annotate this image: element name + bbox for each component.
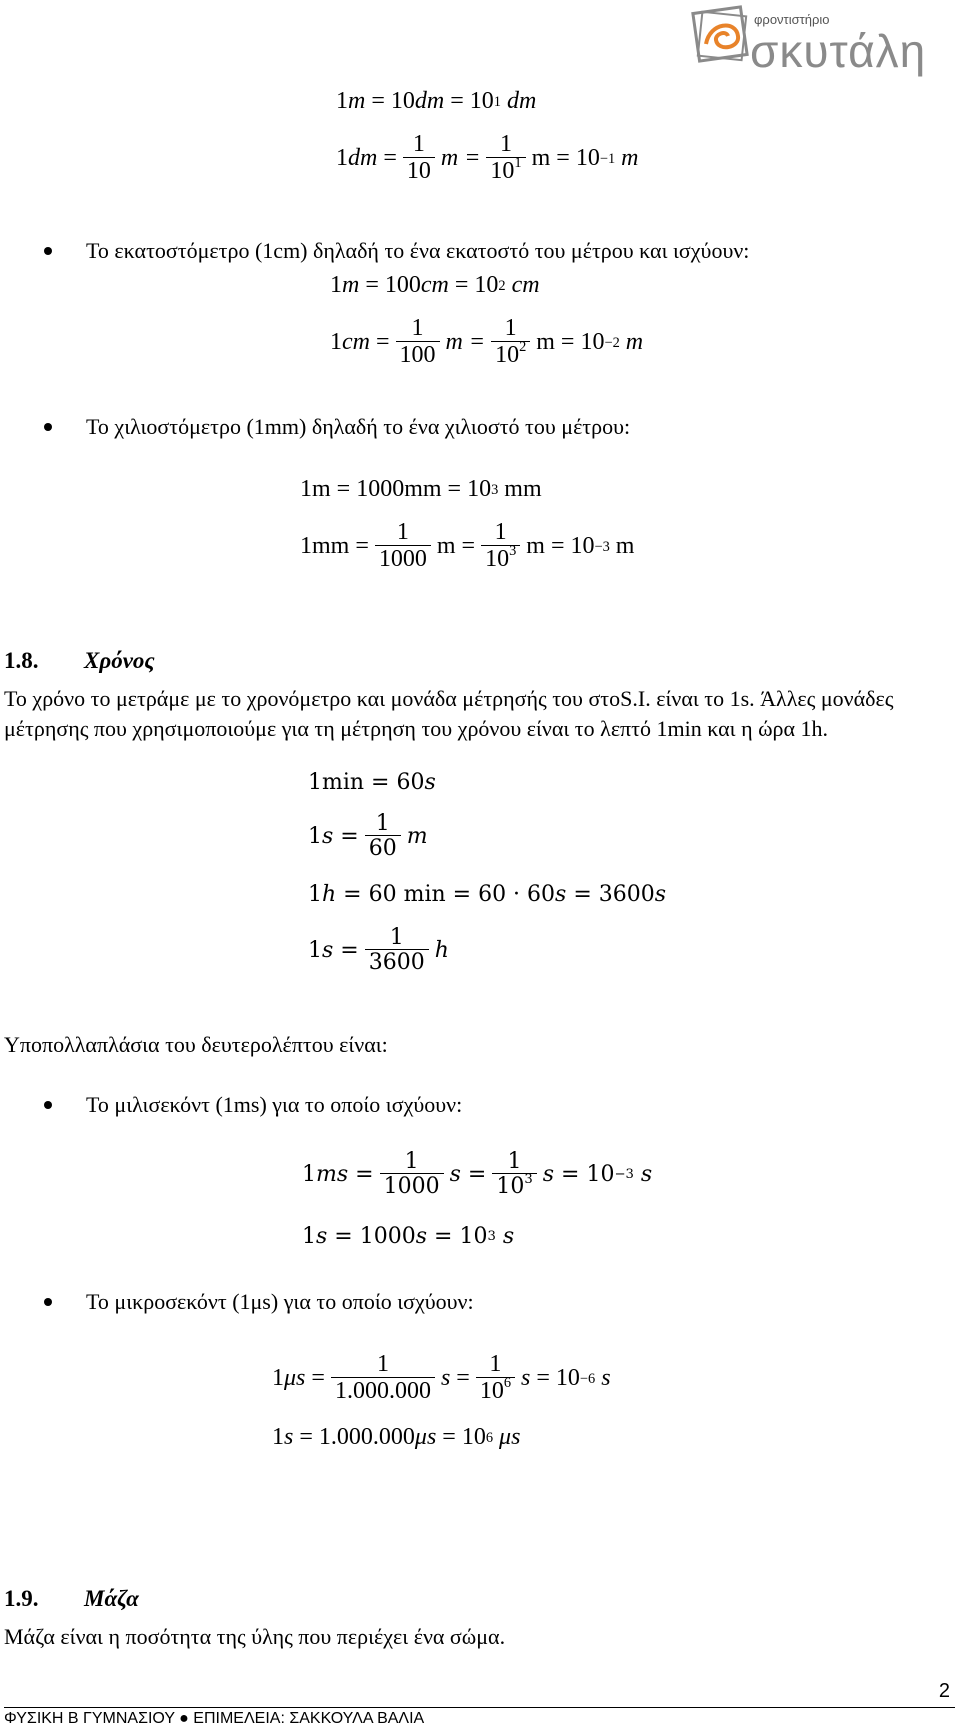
equation-mm-m: 1mm = $\frac{1}{1000}$ m = $\frac{1}{10^3}$ m = 10 −3 m [300,519,635,573]
bullet-point [44,1101,52,1109]
logo [688,0,956,84]
equation-dm-m: 1 dm = $\frac{1}{10}$ m = $\frac{1}{10^1}$ m = 10 −1 m [336,131,639,185]
equation-s-us: 1 s = 1.000.000 μs = 10 6 μs [272,1424,521,1450]
paragraph-time: Το χρόνο το μετράμε με το χρονόμετρο και μονάδα μέτρησής του στοS.I. είναι το 1s. Άλλες μονάδες μέτρησης που χρησιμοποιούμε για τη μέτρηση του χρόνου είναι το λεπτό 1min και η ώρα 1h. [4,686,894,741]
logo-mark-icon [688,0,758,80]
logo-tagline: φροντιστήριο [754,12,830,27]
equation-min-s: 1min = 60 s [308,770,436,795]
footer-text: ΦΥΣΙΚΗ Β ΓΥΜΝΑΣΙΟΥ ● ΕΠΙΜΕΛΕΙΑ: ΣΑΚΚΟΥΛΑ ΒΑΛΙΑ [4,1710,425,1727]
equation-s-min: 1 s = $\frac{1}{60}$ m [308,811,428,862]
bullet-point [44,247,52,255]
section-number: 1.8. [4,648,39,673]
footer-divider [4,1707,955,1708]
section-title: Χρόνος [84,648,155,673]
logo-name: σκυτάλη [750,25,927,77]
page-number: 2 [938,1680,950,1702]
equation-s-ms: 1 s = 1000 s = 10 3 s [302,1224,515,1249]
equation-m-dm: 1 m = 10 dm = 10 1 dm [336,88,537,114]
equation-us-s: 1 μs = $\frac{1}{1.000.000}$ s = $\frac{1}{10^6}$ s = 10 −6 s [272,1351,611,1405]
equation-m-cm: 1 m = 100 cm = 10 2 cm [330,272,540,298]
paragraph-mass: Μάζα είναι η ποσότητα της ύλης που περιέχει ένα σώμα. [4,1624,506,1649]
bullet-text-millimeter: Το χιλιοστόμετρο (1mm) δηλαδή το ένα χιλιοστό του μέτρου: [86,414,631,439]
equation-ms-s: 1 ms = $\frac{1}{1000}$ s = $\frac{1}{10^3}$ s = 10 −3 s [302,1149,653,1200]
bullet-point [44,423,52,431]
section-number: 1.9. [4,1586,39,1611]
equation-cm-m: 1 cm = $\frac{1}{100}$ m = $\frac{1}{10^2}$ m = 10 −2 m [330,315,644,369]
bullet-text-centimeter: Το εκατοστόμετρο (1cm) δηλαδή το ένα εκατοστό του μέτρου και ισχύουν: [86,238,750,263]
equation-s-h: 1 s = $\frac{1}{3600}$ h [308,925,449,976]
equation-h-s: 1 h = 60 min = 60 · 60 s = 3600 s [308,882,667,907]
equation-m-mm: 1m = 1000mm = 10 3 mm [300,476,542,502]
bullet-text-millisecond: Το μιλισεκόντ (1ms) για το οποίο ισχύουν: [86,1092,463,1117]
bullet-text-microsecond: Το μικροσεκόντ (1μs) για το οποίο ισχύουν: [86,1289,474,1314]
bullet-point [44,1298,52,1306]
section-title: Μάζα [84,1586,139,1611]
paragraph-submultiples: Υποπολλαπλάσια του δευτερολέπτου είναι: [4,1032,388,1057]
